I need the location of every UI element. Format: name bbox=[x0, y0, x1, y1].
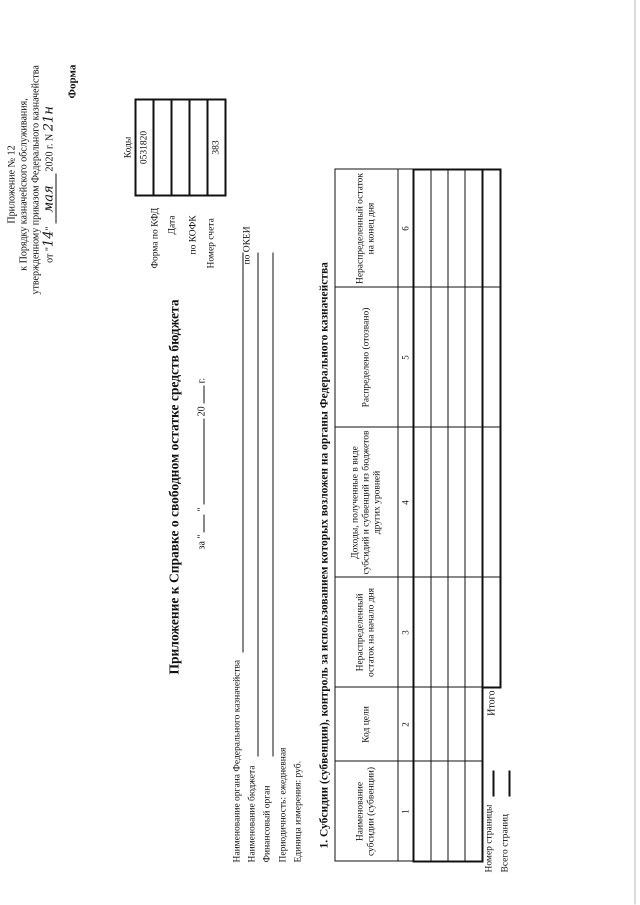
period-line: за " " 20 г. bbox=[196, 377, 208, 550]
table-cell bbox=[448, 578, 465, 688]
col-number-3: 3 bbox=[398, 578, 414, 688]
form-label: Форма bbox=[66, 64, 79, 99]
subsidies-table bbox=[335, 73, 502, 863]
col-header-distributed: Распределено (отозвано) bbox=[335, 288, 398, 428]
total-cell bbox=[483, 428, 501, 578]
appendix-header bbox=[6, 65, 57, 295]
table-cell bbox=[465, 428, 483, 578]
total-pages-field bbox=[509, 771, 511, 797]
table-cell bbox=[431, 762, 448, 862]
table-cell bbox=[465, 762, 483, 862]
table-cell bbox=[465, 578, 483, 688]
total-spacer bbox=[483, 74, 501, 170]
table-row bbox=[431, 74, 448, 862]
col-header-end-balance: Нераспределенный остаток на конец дня bbox=[335, 170, 398, 288]
field-finance-organ-line bbox=[273, 253, 274, 757]
codes-okei-cell: 383 bbox=[208, 100, 226, 196]
col-number-5: 5 bbox=[398, 288, 414, 428]
row-spacer bbox=[448, 74, 465, 170]
page-number-label: Номер страницы bbox=[484, 804, 495, 873]
order-year: 2020 г. bbox=[44, 143, 56, 172]
codes-table bbox=[123, 99, 227, 197]
codes-caption: Коды bbox=[123, 136, 134, 159]
appendix-line-2: к Порядку казначейского обслуживания, bbox=[18, 98, 30, 271]
table-cell bbox=[414, 428, 432, 578]
total-cell bbox=[483, 170, 501, 288]
appendix-line-3: утвержденному приказом Федерального казначейства bbox=[30, 65, 42, 295]
field-periodicity: Периодичность: ежедневная bbox=[278, 747, 289, 863]
table-number-row bbox=[398, 74, 414, 862]
field-treasury-organ-line bbox=[243, 253, 244, 653]
total-cell bbox=[483, 288, 501, 428]
order-number: 21н bbox=[41, 106, 57, 132]
table-cell bbox=[465, 170, 483, 288]
total-cell bbox=[483, 578, 501, 688]
table-cell bbox=[431, 688, 448, 762]
codes-account-cell bbox=[190, 100, 208, 196]
period-day-blank bbox=[204, 514, 205, 532]
table-cell bbox=[414, 578, 432, 688]
table-cell bbox=[431, 170, 448, 288]
col-header-name: Наименование субсидии (субвенции) bbox=[335, 762, 398, 862]
rotated-document-page bbox=[1, 0, 640, 905]
section-title: 1. Субсидии (субвенции), контроль за использованием которых возложен на органы Федерального казначейства bbox=[318, 262, 331, 849]
field-treasury-organ: Наименование органа Федерального казначейства bbox=[232, 659, 243, 863]
col-number-4: 4 bbox=[398, 428, 414, 578]
row-spacer bbox=[414, 74, 432, 170]
scan-edge-line bbox=[635, 0, 636, 905]
col-header-code: Код цели bbox=[335, 688, 398, 762]
period-year-blank bbox=[204, 386, 205, 404]
total-label: Итого bbox=[486, 690, 498, 716]
table-cell bbox=[448, 170, 465, 288]
field-unit: Единица измерения: руб. bbox=[293, 761, 304, 863]
table-cell bbox=[414, 170, 432, 288]
label-kofk: по КОФК bbox=[188, 215, 199, 255]
table-cell bbox=[465, 288, 483, 428]
col-header-income: Доходы, полученные в виде субсидий и субвенций из бюджетов других уровней bbox=[335, 428, 398, 578]
number-spacer bbox=[398, 74, 414, 170]
codes-kofk-cell bbox=[172, 100, 190, 196]
field-budget-name: Наименование бюджета bbox=[247, 765, 258, 863]
table-cell bbox=[448, 288, 465, 428]
table-cell bbox=[431, 578, 448, 688]
field-finance-organ: Финансовый орган bbox=[262, 785, 273, 863]
table-cell bbox=[414, 688, 432, 762]
col-header-start-balance: Нераспределенный остаток на начало дня bbox=[335, 578, 398, 688]
row-spacer bbox=[431, 74, 448, 170]
table-cell bbox=[448, 428, 465, 578]
table-cell bbox=[448, 762, 465, 862]
order-day: 14 bbox=[41, 230, 57, 248]
table-cell bbox=[431, 288, 448, 428]
label-date: Дата bbox=[167, 215, 178, 235]
table-cell bbox=[414, 762, 432, 862]
page-number-field bbox=[493, 771, 495, 797]
table-cell bbox=[414, 288, 432, 428]
period-month-blank bbox=[204, 419, 205, 505]
row-spacer bbox=[465, 74, 483, 170]
table-total-row bbox=[483, 74, 501, 862]
codes-date-cell bbox=[154, 100, 172, 196]
codes-okud-cell: 0531820 bbox=[136, 100, 154, 196]
document-title: Приложение к Справке о свободном остатке средств бюджета bbox=[166, 299, 182, 675]
col-number-1: 1 bbox=[398, 762, 414, 862]
order-month: мая bbox=[44, 174, 57, 224]
label-okud: Форма по КФД bbox=[150, 207, 161, 269]
table-row bbox=[448, 74, 465, 862]
col-header-spacer bbox=[335, 74, 398, 170]
label-okei: по ОКЕИ bbox=[242, 226, 253, 265]
field-budget-name-line bbox=[258, 253, 259, 757]
table-row bbox=[465, 74, 483, 862]
col-number-6: 6 bbox=[398, 170, 414, 288]
total-pages-label: Всего страниц bbox=[500, 814, 511, 873]
col-number-2: 2 bbox=[398, 688, 414, 762]
label-account: Номер счета bbox=[206, 218, 217, 269]
table-cell bbox=[431, 428, 448, 578]
appendix-number: Приложение № 12 bbox=[6, 145, 18, 224]
table-cell bbox=[465, 688, 483, 762]
order-date-line: от "14" мая 2020 г. N 21н bbox=[41, 106, 57, 263]
table-row bbox=[414, 74, 432, 862]
table-cell bbox=[448, 688, 465, 762]
table-header-row bbox=[335, 74, 398, 862]
